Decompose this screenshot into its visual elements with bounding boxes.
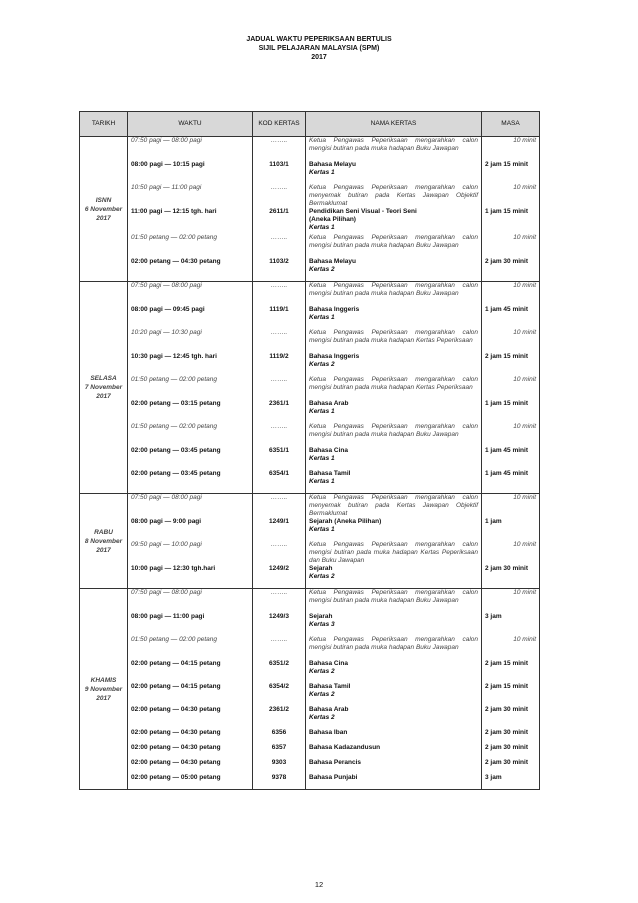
exam-duration: 2 jam 30 minit [482, 565, 540, 589]
paper-name-cell [306, 613, 482, 636]
paper-code: 2611/1 [253, 208, 306, 234]
pre-duration: 10 minit [482, 137, 540, 162]
paper-code: 1249/3 [253, 613, 306, 636]
exam-duration: 2 jam 15 minit [482, 353, 540, 376]
pre-dots: …….. [253, 423, 306, 447]
col-header-waktu: WAKTU [128, 112, 253, 137]
instruction-text: Ketua Pengawas Peperiksaan mengarahkan calon mengisi butiran pada muka hadapan Buku Jawapan [306, 589, 482, 614]
doc-title-line1: JADUAL WAKTU PEPERIKSAAN BERTULIS [246, 36, 392, 43]
paper-code: 6351/2 [253, 660, 306, 683]
exam-duration: 2 jam 30 minit [482, 729, 540, 744]
paper-code: 1249/1 [253, 518, 306, 541]
exam-time: 02:00 petang — 04:30 petang [128, 258, 253, 282]
day-date: 7 November [84, 384, 123, 391]
paper-name: Sejarah [309, 565, 333, 572]
paper-code: 9303 [253, 759, 306, 774]
exam-row [80, 706, 540, 729]
paper-number: Kertas 1 [309, 169, 335, 176]
exam-time: 02:00 petang — 03:45 petang [128, 447, 253, 470]
pre-dots: …….. [253, 541, 306, 565]
col-header-masa: MASA [482, 112, 540, 137]
paper-code: 1119/1 [253, 306, 306, 329]
instruction-row [80, 329, 540, 353]
pre-time: 01:50 petang — 02:00 petang [128, 423, 253, 447]
exam-duration: 1 jam 45 minit [482, 447, 540, 470]
pre-dots: …….. [253, 494, 306, 519]
paper-name-cell [306, 161, 482, 184]
paper-code: 1119/2 [253, 353, 306, 376]
pre-time: 07:50 pagi — 08:00 pagi [128, 494, 253, 519]
paper-name-cell [306, 729, 482, 744]
exam-duration: 3 jam [482, 774, 540, 790]
pre-dots: …….. [253, 234, 306, 258]
paper-name: Bahasa Punjabi [309, 774, 358, 781]
exam-row [80, 774, 540, 790]
instruction-row [80, 282, 540, 307]
instruction-row [80, 423, 540, 447]
col-header-nama: NAMA KERTAS [306, 112, 482, 137]
exam-time: 02:00 petang — 04:30 petang [128, 759, 253, 774]
paper-name: Bahasa Arab [309, 706, 349, 713]
pre-duration: 10 minit [482, 329, 540, 353]
paper-name-cell [306, 759, 482, 774]
pre-time: 01:50 petang — 02:00 petang [128, 636, 253, 660]
day-year: 2017 [96, 694, 111, 702]
exam-time: 02:00 petang — 05:00 petang [128, 774, 253, 790]
pre-duration: 10 minit [482, 636, 540, 660]
exam-row [80, 161, 540, 184]
exam-duration: 2 jam 30 minit [482, 706, 540, 729]
paper-name-cell [306, 400, 482, 423]
instruction-row [80, 376, 540, 400]
day-year: 2017 [96, 214, 111, 222]
instruction-row [80, 494, 540, 519]
paper-name: Sejarah (Aneka Pilihan) [309, 518, 382, 525]
exam-time: 08:00 pagi — 9:00 pagi [128, 518, 253, 541]
paper-number: Kertas 1 [309, 455, 335, 462]
paper-name-cell [306, 306, 482, 329]
paper-name-cell [306, 683, 482, 706]
pre-time: 07:50 pagi — 08:00 pagi [128, 282, 253, 307]
paper-name-cell [306, 565, 482, 589]
day-name: SELASA [90, 375, 117, 382]
paper-number: Kertas 1 [309, 526, 335, 533]
doc-title-year: 2017 [311, 54, 327, 61]
day-year: 2017 [96, 546, 111, 554]
exam-row [80, 613, 540, 636]
instruction-text: Ketua Pengawas Peperiksaan mengarahkan calon menyemak butiran pada Kertas Jawapan Objektif Bermaklumat [306, 494, 482, 519]
day-year: 2017 [96, 393, 111, 400]
pre-dots: …….. [253, 376, 306, 400]
exam-row [80, 683, 540, 706]
pre-duration: 10 minit [482, 541, 540, 565]
paper-name: Pendidikan Seni Visual - Teori Seni [309, 208, 417, 215]
paper-name-cell [306, 470, 482, 494]
instruction-text: Ketua Pengawas Peperiksaan mengarahkan calon mengisi butiran pada muka hadapan Buku Jawapan [306, 282, 482, 307]
date-cell [80, 282, 128, 494]
paper-name-cell [306, 258, 482, 282]
day-date: 6 November [84, 205, 123, 213]
paper-number: Kertas 2 [309, 573, 335, 580]
instruction-text: Ketua Pengawas Peperiksaan mengarahkan calon mengisi butiran pada muka hadapan Buku Jawapan [306, 234, 482, 258]
paper-number: Kertas 1 [309, 224, 335, 231]
pre-time: 10:20 pagi — 10:30 pagi [128, 329, 253, 353]
paper-code: 6356 [253, 729, 306, 744]
paper-code: 1249/2 [253, 565, 306, 589]
exam-duration: 1 jam 45 minit [482, 470, 540, 494]
paper-code: 1103/1 [253, 161, 306, 184]
instruction-row [80, 636, 540, 660]
pre-duration: 10 minit [482, 376, 540, 400]
day-date: 9 November [84, 685, 123, 693]
instruction-text: Ketua Pengawas Peperiksaan mengarahkan calon mengisi butiran pada muka hadapan Kertas Peperiksaan dan Buku Jawapan [306, 541, 482, 565]
paper-code: 6351/1 [253, 447, 306, 470]
instruction-row [80, 184, 540, 208]
paper-name: Bahasa Arab [309, 400, 349, 407]
paper-number: Kertas 3 [309, 621, 335, 628]
instruction-text: Ketua Pengawas Peperiksaan mengarahkan calon mengisi butiran pada muka hadapan Buku Jawapan [306, 137, 482, 162]
exam-time: 02:00 petang — 04:15 petang [128, 683, 253, 706]
paper-name-cell [306, 706, 482, 729]
exam-time: 08:00 pagi — 11:00 pagi [128, 613, 253, 636]
pre-dots: …….. [253, 137, 306, 162]
exam-row [80, 729, 540, 744]
instruction-row [80, 541, 540, 565]
pre-duration: 10 minit [482, 494, 540, 519]
day-name: RABU [94, 528, 113, 536]
exam-duration: 2 jam 30 minit [482, 744, 540, 759]
paper-code: 6354/2 [253, 683, 306, 706]
instruction-text: Ketua Pengawas Peperiksaan mengarahkan calon mengisi butiran pada muka hadapan Kertas Peperiksaan [306, 376, 482, 400]
exam-time: 08:00 pagi — 09:45 pagi [128, 306, 253, 329]
pre-time: 07:50 pagi — 08:00 pagi [128, 589, 253, 614]
instruction-text: Ketua Pengawas Peperiksaan mengarahkan calon mengisi butiran pada muka hadapan Kertas Peperiksaan [306, 329, 482, 353]
paper-number: Kertas 2 [309, 668, 335, 675]
paper-name-cell [306, 660, 482, 683]
pre-dots: …….. [253, 589, 306, 614]
paper-code: 2361/1 [253, 400, 306, 423]
exam-time: 10:30 pagi — 12:45 tgh. hari [128, 353, 253, 376]
paper-number: Kertas 2 [309, 266, 335, 273]
exam-time: 10:00 pagi — 12:30 tgh.hari [128, 565, 253, 589]
pre-duration: 10 minit [482, 589, 540, 614]
exam-duration: 2 jam 30 minit [482, 759, 540, 774]
paper-name: Bahasa Inggeris [309, 306, 360, 313]
instruction-row [80, 137, 540, 162]
pre-time: 07:50 pagi — 08:00 pagi [128, 137, 253, 162]
paper-name: Bahasa Perancis [309, 759, 362, 766]
exam-row [80, 400, 540, 423]
exam-duration: 2 jam 15 minit [482, 660, 540, 683]
paper-number: Kertas 2 [309, 361, 335, 368]
paper-name-cell [306, 774, 482, 790]
paper-name: Bahasa Cina [309, 447, 349, 454]
exam-row [80, 470, 540, 494]
paper-name: Bahasa Tamil [309, 683, 351, 690]
exam-time: 02:00 petang — 03:15 petang [128, 400, 253, 423]
doc-title-line2: SIJIL PELAJARAN MALAYSIA (SPM) [258, 45, 380, 52]
exam-time: 02:00 petang — 04:30 petang [128, 744, 253, 759]
paper-code: 6357 [253, 744, 306, 759]
exam-time: 02:00 petang — 04:15 petang [128, 660, 253, 683]
paper-number: Kertas 1 [309, 408, 335, 415]
exam-row [80, 306, 540, 329]
paper-number: Kertas 2 [309, 691, 335, 698]
paper-name: Bahasa Kadazandusun [309, 744, 381, 751]
paper-code: 6354/1 [253, 470, 306, 494]
paper-name-cell [306, 744, 482, 759]
exam-row [80, 759, 540, 774]
paper-name-cell [306, 208, 482, 234]
pre-time: 01:50 petang — 02:00 petang [128, 234, 253, 258]
exam-row [80, 447, 540, 470]
exam-time: 02:00 petang — 04:30 petang [128, 729, 253, 744]
paper-name: Bahasa Cina [309, 660, 349, 667]
pre-time: 09:50 pagi — 10:00 pagi [128, 541, 253, 565]
paper-name: Sejarah [309, 613, 333, 620]
exam-timetable [79, 111, 540, 790]
exam-row [80, 208, 540, 234]
instruction-text: Ketua Pengawas Peperiksaan mengarahkan calon mengisi butiran pada muka hadapan Buku Jawapan [306, 636, 482, 660]
pre-time: 01:50 petang — 02:00 petang [128, 376, 253, 400]
exam-row [80, 518, 540, 541]
paper-name: Bahasa Melayu [309, 161, 356, 168]
pre-duration: 10 minit [482, 282, 540, 307]
paper-code: 1103/2 [253, 258, 306, 282]
timetable-body [80, 137, 540, 790]
exam-row [80, 258, 540, 282]
paper-name: Bahasa Inggeris [309, 353, 360, 360]
exam-time: 11:00 pagi — 12:15 tgh. hari [128, 208, 253, 234]
exam-time: 02:00 petang — 04:30 petang [128, 706, 253, 729]
paper-name-cell [306, 353, 482, 376]
instruction-row [80, 234, 540, 258]
exam-duration: 1 jam 15 minit [482, 400, 540, 423]
paper-code: 9378 [253, 774, 306, 790]
exam-row [80, 353, 540, 376]
pre-dots: …….. [253, 184, 306, 208]
paper-name: Bahasa Tamil [309, 470, 351, 477]
pre-duration: 10 minit [482, 234, 540, 258]
paper-name: Bahasa Melayu [309, 258, 356, 265]
exam-duration: 2 jam 30 minit [482, 258, 540, 282]
paper-number: Kertas 2 [309, 714, 335, 721]
instruction-text: Ketua Pengawas Peperiksaan mengarahkan calon menyemak butiran pada Kertas Jawapan Objektif Bermaklumat [306, 184, 482, 208]
paper-name-extra: (Aneka Pilihan) [309, 216, 356, 223]
pre-dots: …….. [253, 636, 306, 660]
pre-duration: 10 minit [482, 184, 540, 208]
instruction-row [80, 589, 540, 614]
table-header-row [80, 112, 540, 137]
paper-name-cell [306, 447, 482, 470]
page-number: 12 [314, 880, 324, 889]
pre-dots: …….. [253, 282, 306, 307]
day-name: ISNN [95, 196, 112, 204]
pre-time: 10:50 pagi — 11:00 pagi [128, 184, 253, 208]
pre-duration: 10 minit [482, 423, 540, 447]
paper-name: Bahasa Iban [309, 729, 348, 736]
day-date: 8 November [84, 537, 123, 545]
exam-duration: 1 jam [482, 518, 540, 541]
exam-row [80, 660, 540, 683]
exam-row [80, 744, 540, 759]
col-header-tarikh: TARIKH [80, 112, 128, 137]
exam-duration: 1 jam 45 minit [482, 306, 540, 329]
paper-number: Kertas 1 [309, 314, 335, 321]
instruction-text: Ketua Pengawas Peperiksaan mengarahkan calon mengisi butiran pada muka hadapan Buku Jawapan [306, 423, 482, 447]
col-header-kod: KOD KERTAS [253, 112, 306, 137]
exam-duration: 3 jam [482, 613, 540, 636]
date-cell [80, 494, 128, 589]
exam-row [80, 565, 540, 589]
exam-time: 08:00 pagi — 10:15 pagi [128, 161, 253, 184]
exam-duration: 2 jam 15 minit [482, 683, 540, 706]
paper-number: Kertas 1 [309, 478, 335, 485]
date-cell [80, 137, 128, 282]
exam-duration: 1 jam 15 minit [482, 208, 540, 234]
day-name: KHAMIS [90, 676, 117, 684]
pre-dots: …….. [253, 329, 306, 353]
paper-code: 2361/2 [253, 706, 306, 729]
exam-time: 02:00 petang — 03:45 petang [128, 470, 253, 494]
exam-duration: 2 jam 15 minit [482, 161, 540, 184]
date-cell [80, 589, 128, 790]
paper-name-cell [306, 518, 482, 541]
